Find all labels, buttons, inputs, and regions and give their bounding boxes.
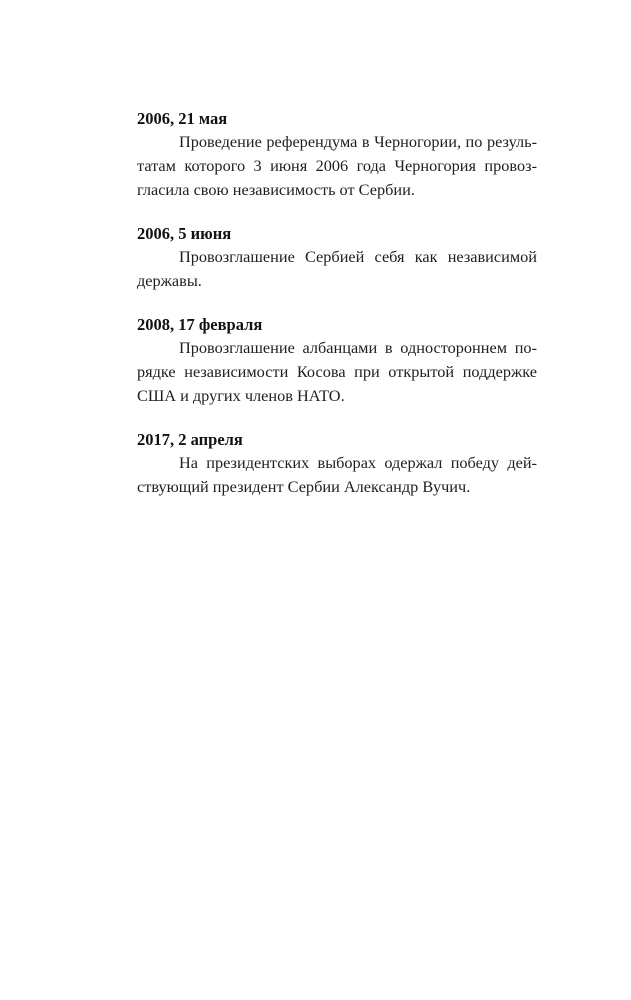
text-line: США и других членов НАТО.: [137, 386, 345, 405]
entry-text: [95, 245, 537, 293]
entry-text: [95, 336, 537, 408]
chronology-entry: [95, 429, 537, 499]
chronology-entry: [95, 108, 537, 202]
text-line: Провозглашение Сербией себя как независимой: [179, 247, 537, 266]
entry-date: 2006, 21 мая: [137, 109, 228, 128]
document-page: [95, 108, 537, 520]
text-line: На президентских выборах одержал победу дей-: [179, 453, 537, 472]
text-line: татам которого 3 июня 2006 года Черногория провоз-: [137, 156, 537, 175]
chronology-entry: [95, 314, 537, 408]
chronology-entry: [95, 223, 537, 293]
entry-date: 2008, 17 февраля: [137, 315, 263, 334]
entry-text: [95, 130, 537, 202]
text-line: Провозглашение албанцами в одностороннем по-: [179, 338, 537, 357]
text-line: державы.: [137, 271, 202, 290]
text-line: ствующий президент Сербии Александр Вучич.: [137, 477, 471, 496]
entry-date: 2006, 5 июня: [137, 224, 232, 243]
entry-date: 2017, 2 апреля: [137, 430, 243, 449]
text-line: рядке независимости Косова при открытой поддержке: [137, 362, 537, 381]
text-line: гласила свою независимость от Сербии.: [137, 180, 415, 199]
text-line: Проведение референдума в Черногории, по резуль-: [179, 132, 537, 151]
entry-text: [95, 451, 537, 499]
